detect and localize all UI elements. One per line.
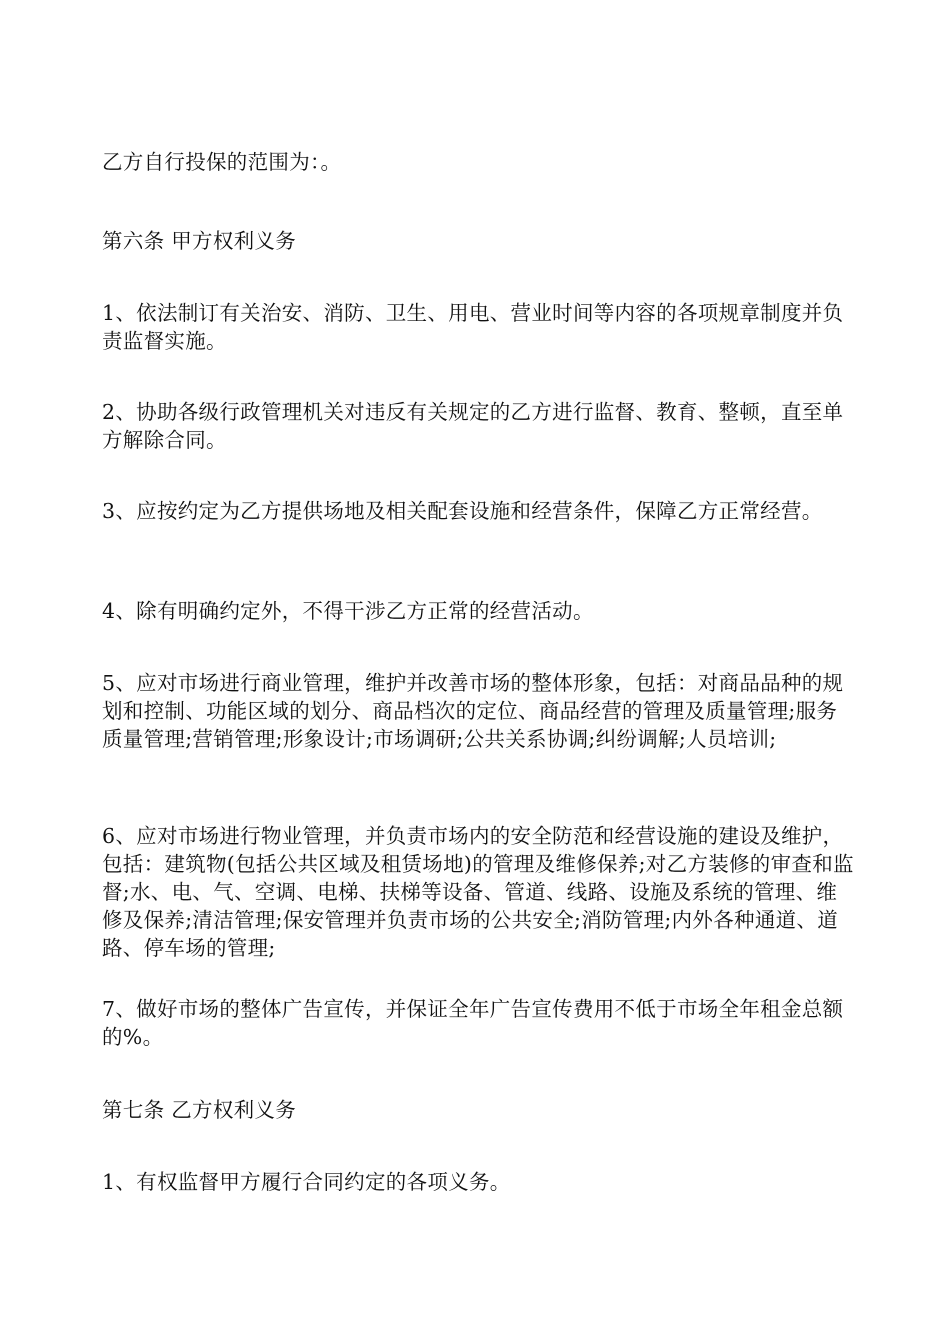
- article-six-item-2: 2、协助各级行政管理机关对违反有关规定的乙方进行监督、教育、整顿，直至单方解除合同。: [102, 400, 844, 452]
- article-six-item-1: 1、依法制订有关治安、消防、卫生、用电、营业时间等内容的各项规章制度并负责监督实施。: [102, 301, 844, 353]
- article-six-item-5: 5、应对市场进行商业管理，维护并改善市场的整体形象，包括：对商品品种的规划和控制、功能区域的划分、商品档次的定位、商品经营的管理及质量管理;服务质量管理;营销管理;形象设计;市场调研;公共关系协调;纠纷调解;人员培训;: [102, 671, 844, 751]
- article-seven-item-1: 1、有权监督甲方履行合同约定的各项义务。: [102, 1170, 511, 1194]
- article-six-item-3: 3、应按约定为乙方提供场地及相关配套设施和经营条件，保障乙方正常经营。: [102, 499, 823, 523]
- article-seven-heading: 第七条 乙方权利义务: [102, 1098, 297, 1122]
- article-six-item-7: 7、做好市场的整体广告宣传，并保证全年广告宣传费用不低于市场全年租金总额的%。: [102, 997, 844, 1049]
- insurance-scope-paragraph: 乙方自行投保的范围为：。: [102, 150, 342, 174]
- article-six-item-4: 4、除有明确约定外，不得干涉乙方正常的经营活动。: [102, 599, 594, 623]
- article-six-item-6: 6、应对市场进行物业管理，并负责市场内的安全防范和经营设施的建设及维护，包括：建筑物(包括公共区域及租赁场地)的管理及维修保养;对乙方装修的审查和监督;水、电、气、空调、电梯、扶梯等设备、管道、线路、设施及系统的管理、维修及保养;清洁管理;保安管理并负责市场的公共安全;消防管理;内外各种通道、道路、停车场的管理;: [102, 824, 854, 960]
- article-six-heading: 第六条 甲方权利义务: [102, 229, 297, 253]
